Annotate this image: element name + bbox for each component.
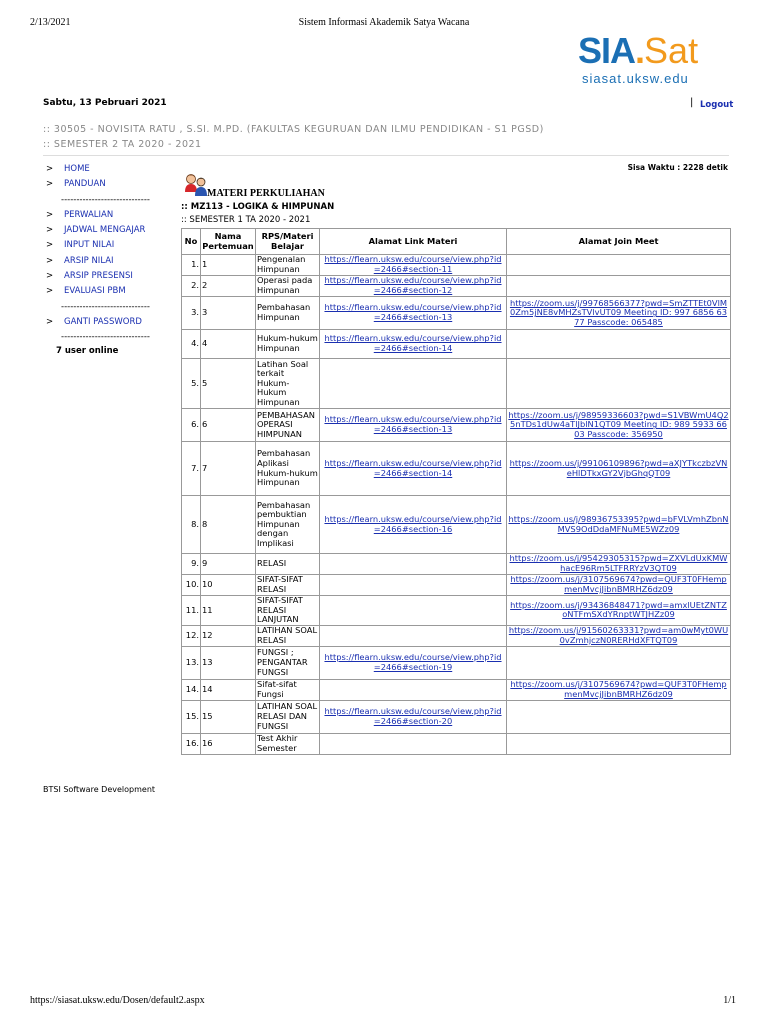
row-join-meet[interactable]: https://zoom.us/j/99106109896?pwd=aXJYTkczbzVNeHlDTkxGY2VjbGhqQT09 (507, 442, 731, 496)
row-pertemuan: 9 (201, 554, 256, 575)
menu-arrow-icon: > (46, 255, 54, 266)
sidebar-item-home (43, 162, 183, 177)
row-pertemuan: 3 (201, 297, 256, 330)
row-pertemuan: 13 (201, 646, 256, 679)
col-header-rps: RPS/Materi Belajar (256, 229, 320, 255)
logo-sia-text: SIA (578, 30, 636, 71)
table-body (182, 255, 731, 755)
row-pertemuan: 16 (201, 733, 256, 754)
header-divider (43, 155, 729, 156)
materi-table (181, 228, 731, 755)
sidebar-item-input-nilai (43, 238, 183, 253)
current-date: Sabtu, 13 Pebruari 2021 (43, 98, 167, 108)
row-rps-materi: Sifat-sifat Fungsi (256, 679, 320, 700)
row-number: 9. (182, 554, 201, 575)
sidebar-item-ganti-password (43, 315, 183, 330)
row-number: 13. (182, 646, 201, 679)
row-number: 6. (182, 409, 201, 442)
row-link-materi[interactable]: https://flearn.uksw.edu/course/view.php?id=2466#section-20 (320, 700, 507, 733)
logout-link[interactable]: Logout (700, 100, 734, 110)
row-join-meet (507, 255, 731, 276)
menu-arrow-icon: > (46, 240, 54, 251)
table-row (182, 496, 731, 554)
table-row (182, 359, 731, 409)
row-rps-materi: LATIHAN SOAL RELASI DAN FUNGSI (256, 700, 320, 733)
menu-separator (43, 193, 183, 208)
menu-arrow-icon: > (46, 164, 54, 174)
row-number: 3. (182, 297, 201, 330)
sidebar-menu (43, 162, 183, 346)
row-link-materi[interactable]: https://flearn.uksw.edu/course/view.php?id=2466#section-19 (320, 646, 507, 679)
print-url: https://siasat.uksw.edu/Dosen/default2.aspx (30, 995, 205, 1006)
table-row (182, 575, 731, 596)
row-number: 10. (182, 575, 201, 596)
sidebar-item-panduan (43, 177, 183, 192)
row-link-materi (320, 625, 507, 646)
page-title: MATERI PERKULIAHAN (207, 188, 325, 199)
course-semester: :: SEMESTER 1 TA 2020 - 2021 (181, 215, 311, 225)
sidebar-item-arsip-nilai (43, 254, 183, 269)
session-timer: Sisa Waktu : 2228 detik (627, 163, 728, 172)
table-row (182, 276, 731, 297)
footer-credit: BTSI Software Development (43, 785, 156, 794)
row-pertemuan: 6 (201, 409, 256, 442)
row-rps-materi: Operasi pada Himpunan (256, 276, 320, 297)
menu-link-perwalian[interactable]: PERWALIAN (64, 209, 114, 220)
menu-link-panduan[interactable]: PANDUAN (64, 179, 106, 190)
menu-arrow-icon: > (46, 316, 54, 327)
menu-arrow-icon: > (46, 209, 54, 220)
row-join-meet[interactable]: https://zoom.us/j/95429305315?pwd=ZXVLdUxKMWhacE96Rm5LTFRRYzV3QT09 (507, 554, 731, 575)
row-pertemuan: 5 (201, 359, 256, 409)
row-join-meet (507, 646, 731, 679)
menu-link-evaluasi-pbm[interactable]: EVALUASI PBM (64, 286, 126, 297)
row-join-meet[interactable]: https://zoom.us/j/3107569674?pwd=QUF3T0FHempmenMvcjJibnBMRHZ6dz09 (507, 679, 731, 700)
logo-dot: . (635, 30, 645, 71)
logout-separator: | (690, 97, 694, 108)
row-number: 8. (182, 496, 201, 554)
row-link-materi[interactable]: https://flearn.uksw.edu/course/view.php?id=2466#section-16 (320, 496, 507, 554)
menu-separator-line: ----------------------------- (61, 332, 150, 343)
row-join-meet[interactable]: https://zoom.us/j/99768566377?pwd=SmZTTEt0VlM0Zm5jNE8vMHZsTVlvUT09 Meeting ID: 997 6856 6377 Passcode: 065485 (507, 297, 731, 330)
menu-link-input-nilai[interactable]: INPUT NILAI (64, 240, 115, 251)
menu-arrow-icon: > (46, 225, 54, 236)
row-rps-materi: Pembahasan Aplikasi Hukum-hukum Himpunan (256, 442, 320, 496)
row-pertemuan: 2 (201, 276, 256, 297)
menu-link-ganti-password[interactable]: GANTI PASSWORD (64, 316, 142, 327)
row-number: 5. (182, 359, 201, 409)
menu-link-arsip-presensi[interactable]: ARSIP PRESENSI (64, 271, 133, 282)
col-header-no: No (182, 229, 201, 255)
online-count: 7 user online (56, 346, 119, 356)
col-header-join-meet: Alamat Join Meet (507, 229, 731, 255)
row-pertemuan: 14 (201, 679, 256, 700)
row-number: 15. (182, 700, 201, 733)
row-number: 1. (182, 255, 201, 276)
row-number: 4. (182, 330, 201, 359)
menu-arrow-icon: > (46, 179, 54, 190)
row-rps-materi: Pembahasan Himpunan (256, 297, 320, 330)
sidebar-item-evaluasi-pbm (43, 284, 183, 299)
menu-separator-line: ----------------------------- (61, 194, 150, 205)
row-link-materi (320, 679, 507, 700)
row-link-materi (320, 554, 507, 575)
menu-link-home[interactable]: HOME (64, 164, 90, 174)
table-row (182, 409, 731, 442)
row-pertemuan: 11 (201, 596, 256, 626)
print-date: 2/13/2021 (30, 17, 71, 28)
row-link-materi[interactable]: https://flearn.uksw.edu/course/view.php?id=2466#section-14 (320, 330, 507, 359)
row-rps-materi: SIFAT-SIFAT RELASI LANJUTAN (256, 596, 320, 626)
row-number: 14. (182, 679, 201, 700)
row-join-meet (507, 733, 731, 754)
sidebar-item-perwalian (43, 208, 183, 223)
row-rps-materi: LATIHAN SOAL RELASI (256, 625, 320, 646)
row-pertemuan: 4 (201, 330, 256, 359)
row-pertemuan: 15 (201, 700, 256, 733)
user-info-line: :: 30505 - NOVISITA RATU , S.SI. M.PD. (FAKULTAS KEGURUAN DAN ILMU PENDIDIKAN - S1 PGSD) (43, 124, 544, 135)
table-row (182, 596, 731, 626)
menu-arrow-icon: > (46, 271, 54, 282)
table-header-row (182, 229, 731, 255)
col-header-link-materi: Alamat Link Materi (320, 229, 507, 255)
logo-sat-text: Sat (644, 30, 699, 71)
menu-separator (43, 300, 183, 315)
row-join-meet[interactable]: https://zoom.us/j/93436848471?pwd=amxlUEtZNTZoNTFmSXdYRnptWTJHZz09 (507, 596, 731, 626)
row-link-materi[interactable]: https://flearn.uksw.edu/course/view.php?id=2466#section-13 (320, 409, 507, 442)
row-link-materi (320, 575, 507, 596)
table-row (182, 679, 731, 700)
sidebar-item-jadwal-mengajar (43, 223, 183, 238)
row-link-materi (320, 596, 507, 626)
row-pertemuan: 7 (201, 442, 256, 496)
table-row (182, 646, 731, 679)
print-title: Sistem Informasi Akademik Satya Wacana (298, 17, 470, 28)
row-pertemuan: 8 (201, 496, 256, 554)
table-row (182, 700, 731, 733)
row-rps-materi: SIFAT-SIFAT RELASI (256, 575, 320, 596)
row-rps-materi: Pengenalan Himpunan (256, 255, 320, 276)
row-rps-materi: Latihan Soal terkait Hukum-Hukum Himpunan (256, 359, 320, 409)
row-link-materi[interactable]: https://flearn.uksw.edu/course/view.php?id=2466#section-11 (320, 255, 507, 276)
menu-link-arsip-nilai[interactable]: ARSIP NILAI (64, 255, 114, 266)
row-rps-materi: FUNGSI ; PENGANTAR FUNGSI (256, 646, 320, 679)
sidebar-item-arsip-presensi (43, 269, 183, 284)
row-join-meet[interactable]: https://zoom.us/j/98959336603?pwd=S1VBWmU4Q25nTDs1dUw4aTlJblN1QT09 Meeting ID: 989 5933 6603 Passcode: 356950 (507, 409, 731, 442)
row-number: 7. (182, 442, 201, 496)
row-link-materi[interactable]: https://flearn.uksw.edu/course/view.php?id=2466#section-13 (320, 297, 507, 330)
row-rps-materi: RELASI (256, 554, 320, 575)
table-row (182, 442, 731, 496)
table-row (182, 733, 731, 754)
row-rps-materi: PEMBAHASAN OPERASI HIMPUNAN (256, 409, 320, 442)
table-row (182, 330, 731, 359)
row-number: 16. (182, 733, 201, 754)
logo-subtitle: siasat.uksw.edu (582, 71, 689, 86)
col-header-pertemuan: Nama Pertemuan (201, 229, 256, 255)
row-join-meet[interactable]: https://zoom.us/j/3107569674?pwd=QUF3T0FHempmenMvcjJibnBMRHZ6dz09 (507, 575, 731, 596)
table-row (182, 625, 731, 646)
row-join-meet[interactable]: https://zoom.us/j/91560263331?pwd=am0wMyt0WU0vZmhjczN0RERHdXFTQT09 (507, 625, 731, 646)
print-page-number: 1/1 (723, 995, 736, 1006)
course-title: :: MZ113 - LOGIKA & HIMPUNAN (181, 202, 335, 212)
row-join-meet (507, 330, 731, 359)
row-join-meet (507, 276, 731, 297)
menu-separator-line: ----------------------------- (61, 301, 150, 312)
row-join-meet[interactable]: https://zoom.us/j/98936753395?pwd=bFVLVmhZbnNMVS9OdDdaMFNuME5WZz09 (507, 496, 731, 554)
row-rps-materi: Hukum-hukum Himpunan (256, 330, 320, 359)
row-pertemuan: 1 (201, 255, 256, 276)
teachers-icon (183, 170, 209, 198)
row-join-meet (507, 700, 731, 733)
row-join-meet (507, 359, 731, 409)
table-row (182, 297, 731, 330)
table-row (182, 554, 731, 575)
table-row (182, 255, 731, 276)
row-number: 12. (182, 625, 201, 646)
row-link-materi (320, 359, 507, 409)
row-pertemuan: 10 (201, 575, 256, 596)
row-number: 11. (182, 596, 201, 626)
menu-arrow-icon: > (46, 286, 54, 297)
row-link-materi (320, 733, 507, 754)
row-link-materi[interactable]: https://flearn.uksw.edu/course/view.php?id=2466#section-14 (320, 442, 507, 496)
row-number: 2. (182, 276, 201, 297)
row-rps-materi: Test Akhir Semester (256, 733, 320, 754)
menu-separator (43, 330, 183, 345)
menu-link-jadwal-mengajar[interactable]: JADWAL MENGAJAR (64, 225, 146, 236)
semester-info-line: :: SEMESTER 2 TA 2020 - 2021 (43, 139, 202, 150)
siasat-logo (578, 32, 738, 86)
row-rps-materi: Pembahasan pembuktian Himpunan dengan Implikasi (256, 496, 320, 554)
row-pertemuan: 12 (201, 625, 256, 646)
row-link-materi[interactable]: https://flearn.uksw.edu/course/view.php?id=2466#section-12 (320, 276, 507, 297)
